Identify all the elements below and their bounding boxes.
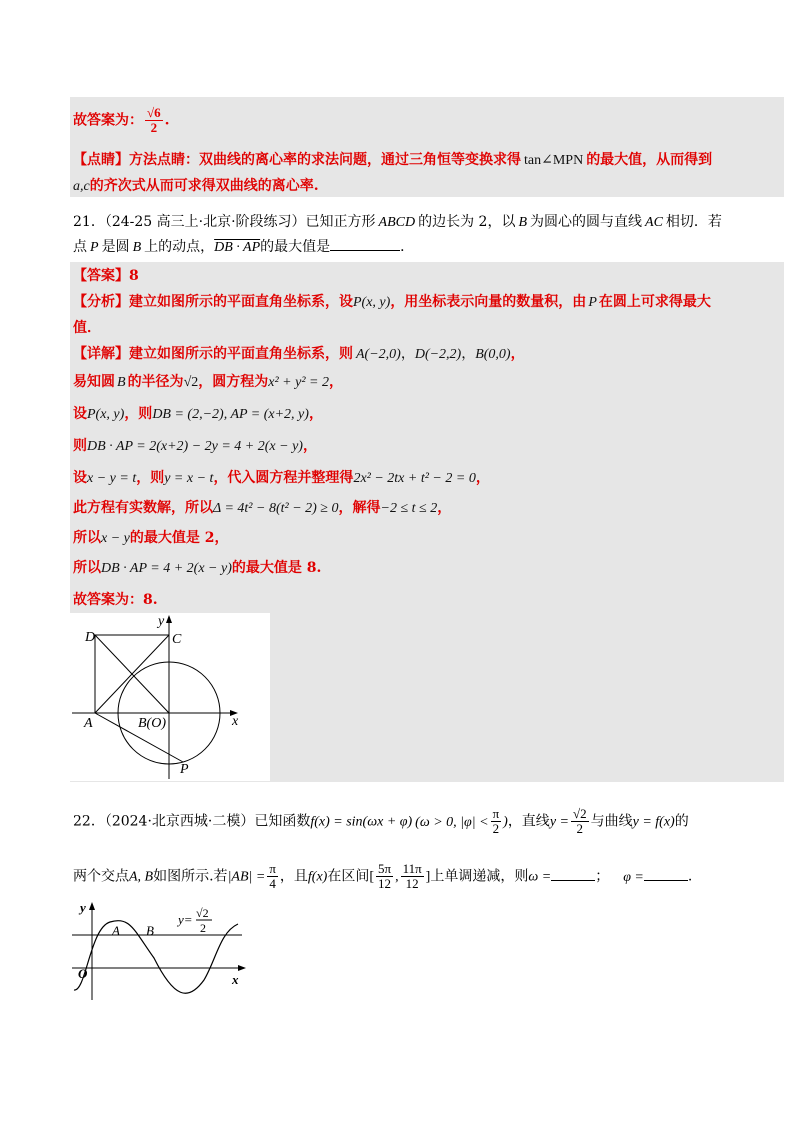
comment-line-1: 【点睛】方法点睛：双曲线的离心率的求法问题，通过三角恒等变换求得 tan∠MPN 的最大值，从而得到 <box>73 152 713 168</box>
label-line-eq: y= <box>178 912 193 927</box>
answer-line-20: 故答案为： $\frac{√6}{2}$ . <box>73 105 170 135</box>
q21-figure <box>70 613 270 781</box>
q21-detail-9: 故答案为：8. <box>73 592 158 608</box>
label-line-num: √2 <box>196 906 209 920</box>
label-y: y <box>80 900 86 915</box>
phi-blank <box>644 868 688 881</box>
label-x: x <box>232 714 239 729</box>
q21-stem-line-2: 点 P 是圆 B 上的动点，DB · AP的最大值是 ． <box>73 236 414 258</box>
label-bo: B(O) <box>138 716 166 731</box>
q21-detail-1: 【详解】建立如图所示的平面直角坐标系，则 A(−2,0)，D(−2,2)，B(0,0)， <box>73 346 525 362</box>
interval-left-fraction: $\frac{5\pi}{12}$ <box>378 861 392 891</box>
line-fraction: $\frac{√2}{2}$ <box>572 806 587 836</box>
q22-figure <box>70 898 250 1002</box>
q21-figure-svg <box>70 613 270 781</box>
label-y: y <box>158 614 165 629</box>
y-axis-arrow-icon <box>166 615 172 623</box>
interval-right-fraction: $\frac{11\pi}{12}$ <box>402 861 422 891</box>
q21-stem-line-1: 21．（24-25 高三上·北京·阶段练习）已知正方形 ABCD 的边长为 2，以 B 为圆心的圆与直线 AC 相切．若 <box>73 214 722 230</box>
q21-answer: 【答案】8 <box>73 268 139 284</box>
q21-detail-7: 所以x − y的最大值是 2， <box>73 530 229 546</box>
omega-blank <box>551 868 595 881</box>
q21-detail-6: 此方程有实数解，所以Δ = 4t² − 8(t² − 2) ≥ 0，解得−2 ≤ t ≤ 2， <box>73 500 452 516</box>
q22-stem-line-2: 两个交点A, B如图所示.若|AB| = $\frac{\pi}{4}$ ，且f(x)在区间[ $\frac{5\pi}{12}$ , $\frac{11\pi}{12}$ ]上单调递减，则ω = ； φ = . <box>73 861 693 891</box>
label-o: O <box>78 966 88 981</box>
label-c: C <box>172 632 182 647</box>
label-a: A <box>112 923 120 938</box>
q21-detail-5: 设x − y = t，则y = x − t，代入圆方程并整理得2x² − 2tx + t² − 2 = 0， <box>73 470 490 486</box>
x-axis-arrow-icon <box>238 965 246 971</box>
q21-detail-4: 则DB · AP = 2(x+2) − 2y = 4 + 2(x − y)， <box>73 438 317 454</box>
q21-detail-2: 易知圆 B 的半径为√2，圆方程为x² + y² = 2， <box>73 374 343 390</box>
label-p: P <box>180 762 189 777</box>
q22-stem-line-1: 22．（2024·北京西城·二模）已知函数f(x) = sin(ωx + φ) (ω > 0, |φ| < $\frac{\pi}{2}$ )，直线y = $\frac{√2}{2}$ 与曲线y = f(x)的 <box>73 806 689 836</box>
answer-fraction: $\frac{√6}{2}$ <box>147 105 161 135</box>
label-b: B <box>146 923 154 938</box>
y-axis-arrow-icon <box>89 902 95 910</box>
label-a: A <box>84 716 93 731</box>
label-line-den: 2 <box>200 921 206 935</box>
q22-figure-svg <box>70 898 250 1002</box>
q21-detail-3: 设P(x, y)，则DB = (2,−2), AP = (x+2, y)， <box>73 406 323 422</box>
label-x: x <box>232 972 239 987</box>
label-d: D <box>85 630 96 645</box>
q21-analysis-2: 值． <box>73 320 101 336</box>
q21-detail-8: 所以DB · AP = 4 + 2(x − y)的最大值是 8. <box>73 560 322 576</box>
q21-analysis-1: 【分析】建立如图所示的平面直角坐标系，设P(x, y)，用坐标表示向量的数量积，由 P 在圆上可求得最大 <box>73 294 711 310</box>
sine-curve <box>74 921 238 994</box>
ab-fraction: $\frac{\pi}{4}$ <box>269 861 276 891</box>
answer-blank <box>330 236 400 251</box>
comment-line-2: a,c的齐次式从而可求得双曲线的离心率. <box>73 178 319 194</box>
phi-bound-fraction: $\frac{\pi}{2}$ <box>492 806 500 836</box>
